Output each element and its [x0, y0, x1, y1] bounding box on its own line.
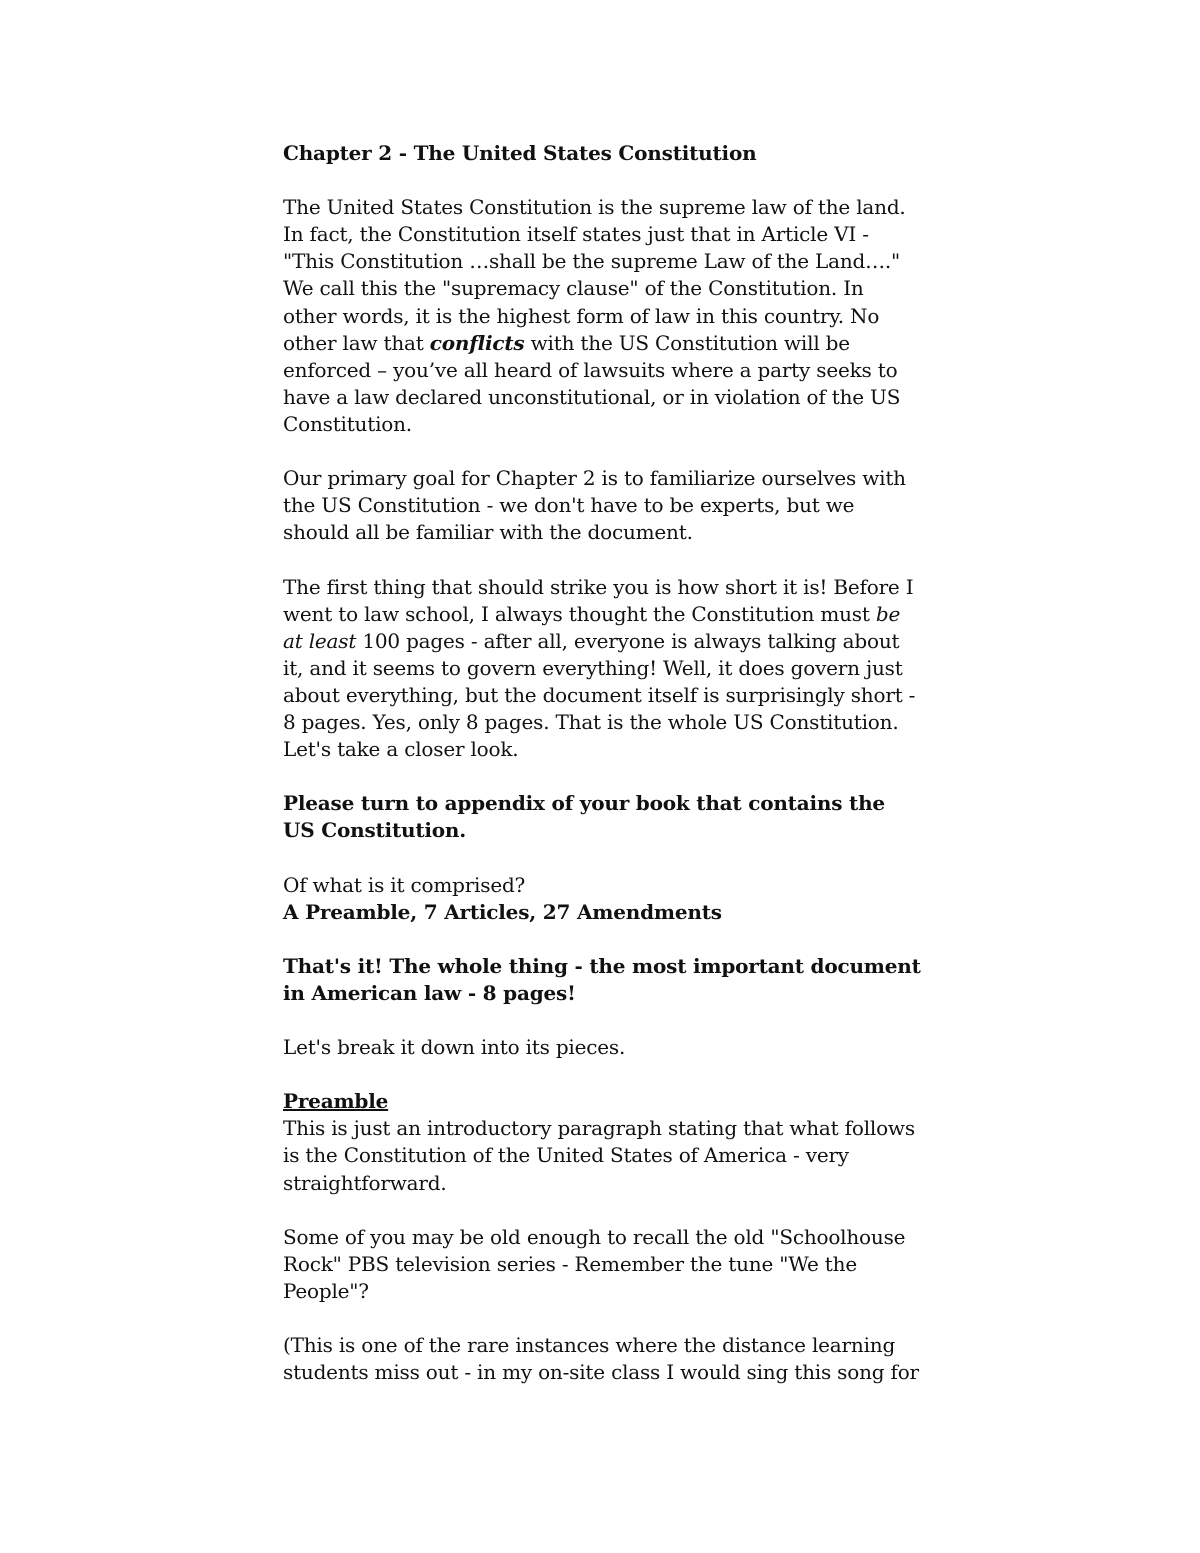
- appendix-instruction: Please turn to appendix of your book that contains the US Constitution.: [283, 791, 885, 843]
- preamble-text: This is just an introductory paragraph stating that what follows is the Constitution of the United States of America - very straightforward.: [283, 1116, 915, 1195]
- paragraph-supreme-law: [283, 194, 923, 438]
- conflicts-emphasis: conflicts: [429, 330, 525, 355]
- paragraph-short-text-b: 100 pages - after all, everyone is always talking about it, and it seems to govern everything! Well, it does govern just about everything, but the document itself is surprisingly short - 8 pages. Yes, only 8 pages. That is the whole US Constitution. Let's take a closer look.: [283, 628, 916, 762]
- paragraph-short-document: [283, 574, 923, 764]
- paragraph-supreme-law-text-b: with the US Constitution will be enforced – you’ve all heard of lawsuits where a party seeks to have a law declared unconstitutional, or in violation of the US Constitution.: [283, 330, 901, 436]
- distance-learning-aside: (This is one of the rare instances where the distance learning students miss out - in my on-site class I would sing this song for: [283, 1333, 919, 1385]
- chapter-title: Chapter 2 - The United States Constitution: [283, 141, 757, 165]
- preamble-heading: Preamble: [283, 1089, 389, 1114]
- break-it-down: Let's break it down into its pieces.: [283, 1035, 626, 1060]
- comprised-question: Of what is it comprised?: [283, 872, 526, 897]
- paragraph-primary-goal: Our primary goal for Chapter 2 is to familiarize ourselves with the US Constitution - we don't have to be experts, but we should all be familiar with the document.: [283, 466, 906, 545]
- paragraph-short-text-a: The first thing that should strike you is how short it is! Before I went to law school, I always thought the Constitution must: [283, 574, 914, 626]
- paragraph-supreme-law-text-a: The United States Constitution is the supreme law of the land. In fact, the Constitution itself states just that in Article VI - "This Constitution …shall be the supreme Law of the Land…." We call this the "supremacy clause" of the Constitution. In other words, it is the highest form of law in this country. No other law that: [283, 195, 906, 355]
- document-page: [283, 140, 923, 1386]
- comprised-answer: A Preamble, 7 Articles, 27 Amendments: [283, 899, 722, 924]
- schoolhouse-rock-paragraph: Some of you may be old enough to recall the old "Schoolhouse Rock" PBS television series - Remember the tune "We the People"?: [283, 1224, 906, 1303]
- be-at-least-emphasis: be at least: [283, 601, 901, 653]
- whole-thing-emphasis: That's it! The whole thing - the most important document in American law - 8 pages!: [283, 953, 921, 1005]
